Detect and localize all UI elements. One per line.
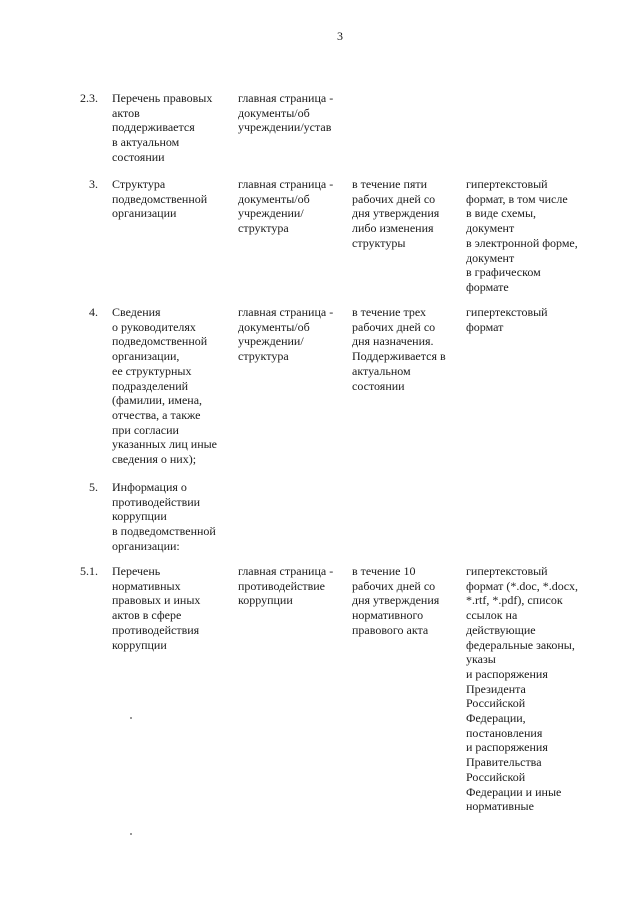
placement-location: главная страница - противодействие коррупции bbox=[238, 564, 334, 608]
scan-speck bbox=[130, 717, 132, 719]
row-number: 5.1. bbox=[80, 564, 98, 578]
row-number: 5. bbox=[89, 480, 98, 494]
item-name: Перечень правовых актов поддерживается в актуальном состоянии bbox=[112, 91, 213, 164]
item-name: Информация о противодействии коррупции в подведомственной организации: bbox=[112, 480, 216, 553]
update-period: в течение трех рабочих дней со дня назначения. Поддерживается в актуальном состоянии bbox=[352, 305, 446, 393]
row-number: 4. bbox=[89, 305, 98, 319]
publication-format: гипертекстовый формат bbox=[466, 305, 548, 334]
publication-format: гипертекстовый формат (*.doc, *.docx, *.rtf, *.pdf), список ссылок на действующие федеральные законы, указы и распоряжения Президента Российской Федерации, постановления и распоряжения Правительства Российской Федерации и иные нормативные bbox=[466, 564, 579, 814]
update-period: в течение 10 рабочих дней со дня утверждения нормативного правового акта bbox=[352, 564, 440, 637]
publication-format: гипертекстовый формат, в том числе в виде схемы, документ в электронной форме, документ в графическом формате bbox=[466, 177, 578, 294]
placement-location: главная страница - документы/об учреждении/устав bbox=[238, 91, 334, 135]
placement-location: главная страница - документы/об учреждении/ структура bbox=[238, 305, 334, 364]
scan-speck bbox=[130, 833, 132, 835]
item-name: Структура подведомственной организации bbox=[112, 177, 208, 221]
row-number: 2.3. bbox=[80, 91, 98, 105]
item-name: Перечень нормативных правовых и иных актов в сфере противодействия коррупции bbox=[112, 564, 201, 652]
row-number: 3. bbox=[89, 177, 98, 191]
placement-location: главная страница - документы/об учреждении/ структура bbox=[238, 177, 334, 236]
item-name: Сведения о руководителях подведомственной организации, ее структурных подразделений (фамилии, имена, отчества, а также при согласии указанных лиц иные сведения о них); bbox=[112, 305, 218, 467]
update-period: в течение пяти рабочих дней со дня утверждения либо изменения структуры bbox=[352, 177, 440, 250]
page-number: 3 bbox=[337, 29, 343, 43]
